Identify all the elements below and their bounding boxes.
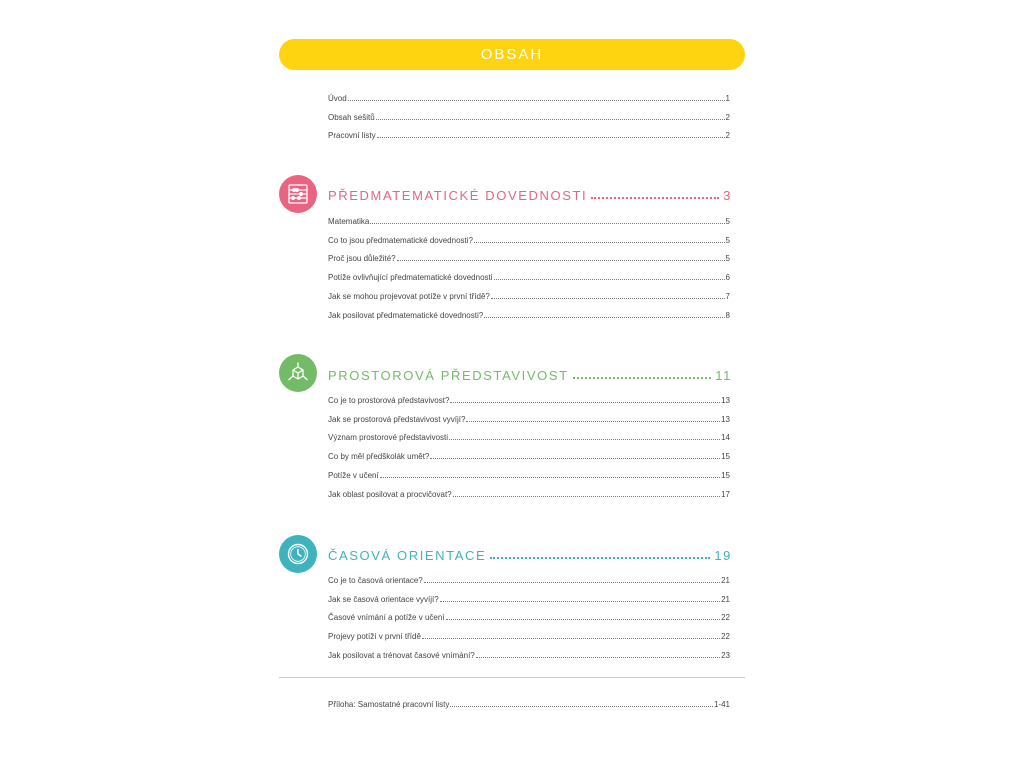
leader-dots xyxy=(491,297,725,299)
section-items xyxy=(328,566,730,660)
toc-entry[interactable] xyxy=(328,226,730,245)
toc-entry[interactable] xyxy=(328,566,730,585)
leader-dots xyxy=(490,557,710,559)
toc-entry[interactable] xyxy=(328,442,730,461)
toc-entry-page: 22 xyxy=(721,632,730,642)
toc-entry[interactable] xyxy=(328,585,730,604)
toc-entry[interactable] xyxy=(328,604,730,623)
toc-entry[interactable] xyxy=(328,480,730,499)
toc-entry-page: 23 xyxy=(721,650,730,660)
toc-entry-label: Význam prostorové představivosti xyxy=(328,433,449,443)
leader-dots xyxy=(450,705,713,707)
toc-entry-page: 14 xyxy=(721,433,730,443)
toc-entry-label: Jak posilovat a trénovat časové vnímání? xyxy=(328,650,475,660)
leader-dots xyxy=(430,457,720,459)
section-page: 3 xyxy=(723,188,732,203)
leader-dots xyxy=(370,222,724,224)
toc-entry[interactable] xyxy=(328,282,730,301)
toc-entry-page: 2 xyxy=(725,112,730,122)
toc-entry-label: Co by měl předškolák umět? xyxy=(328,452,430,462)
toc-entry[interactable] xyxy=(328,122,730,141)
toc-entry[interactable] xyxy=(328,424,730,443)
leader-dots xyxy=(348,99,725,101)
toc-entry-label: Pracovní listy xyxy=(328,131,376,141)
intro-list xyxy=(328,84,730,140)
toc-entry-page: 1 xyxy=(725,93,730,103)
toc-entry-label: Proč jsou důležité? xyxy=(328,254,396,264)
leader-dots xyxy=(476,656,720,658)
cube-icon xyxy=(279,354,317,392)
section-title: PROSTOROVÁ PŘEDSTAVIVOST xyxy=(328,368,569,383)
leader-dots xyxy=(446,618,721,620)
leader-dots xyxy=(376,118,725,120)
section-title: ČASOVÁ ORIENTACE xyxy=(328,548,487,563)
leader-dots xyxy=(573,377,712,379)
toc-entry-label: Co je to prostorová představivost? xyxy=(328,395,450,405)
toc-entry-label: Co je to časová orientace? xyxy=(328,575,423,585)
abacus-icon xyxy=(279,175,317,213)
page-title: OBSAH xyxy=(480,46,544,63)
toc-entry-label: Potíže v učení xyxy=(328,470,379,480)
toc-entry[interactable] xyxy=(328,461,730,480)
toc-entry-page: 13 xyxy=(721,414,730,424)
clock-icon xyxy=(279,535,317,573)
toc-entry-page: 15 xyxy=(721,470,730,480)
toc-entry-appendix[interactable] xyxy=(328,690,730,709)
toc-entry-page: 5 xyxy=(725,216,730,226)
toc-entry[interactable] xyxy=(328,245,730,264)
toc-entry-label: Jak se prostorová představivost vyvíjí? xyxy=(328,414,466,424)
toc-entry[interactable] xyxy=(328,84,730,103)
contents-title-banner xyxy=(279,39,745,70)
section-page: 19 xyxy=(714,548,732,563)
section-page: 11 xyxy=(715,368,732,383)
toc-entry-page: 13 xyxy=(721,395,730,405)
toc-entry[interactable] xyxy=(328,622,730,641)
leader-dots xyxy=(484,316,724,318)
toc-entry-label: Jak se mohou projevovat potíže v první třídě? xyxy=(328,291,490,301)
toc-entry[interactable] xyxy=(328,641,730,660)
toc-entry-page: 17 xyxy=(721,489,730,499)
leader-dots xyxy=(591,197,719,199)
section-items xyxy=(328,207,730,320)
toc-entry[interactable] xyxy=(328,386,730,405)
toc-entry[interactable] xyxy=(328,405,730,424)
toc-entry-label: Časové vnímání a potíže v učení xyxy=(328,613,445,623)
appendix-list xyxy=(328,690,730,709)
toc-entry-page: 2 xyxy=(725,131,730,141)
divider-line xyxy=(279,677,745,678)
leader-dots xyxy=(422,637,720,639)
leader-dots xyxy=(466,420,720,422)
leader-dots xyxy=(380,476,720,478)
toc-entry-label: Příloha: Samostatné pracovní listy xyxy=(328,699,450,709)
toc-entry-label: Projevy potíží v první třídě xyxy=(328,632,421,642)
section-items xyxy=(328,386,730,499)
toc-entry-label: Jak oblast posilovat a procvičovat? xyxy=(328,489,452,499)
toc-entry-page: 21 xyxy=(721,575,730,585)
toc-entry-label: Jak posilovat předmatematické dovednosti? xyxy=(328,310,484,320)
toc-entry-page: 5 xyxy=(725,254,730,264)
toc-entry-page: 22 xyxy=(721,613,730,623)
leader-dots xyxy=(377,136,725,138)
toc-entry-page: 15 xyxy=(721,452,730,462)
section-heading[interactable] xyxy=(328,543,732,563)
toc-entry-label: Obsah sešitů xyxy=(328,112,375,122)
toc-entry-page: 21 xyxy=(721,594,730,604)
toc-entry-label: Úvod xyxy=(328,93,347,103)
toc-entry-label: Co to jsou předmatematické dovednosti? xyxy=(328,235,473,245)
toc-entry-page: 7 xyxy=(725,291,730,301)
toc-entry-page: 1-41 xyxy=(713,699,730,709)
leader-dots xyxy=(449,438,720,440)
toc-entry-page: 8 xyxy=(725,310,730,320)
toc-entry[interactable] xyxy=(328,301,730,320)
leader-dots xyxy=(440,600,720,602)
section-title: PŘEDMATEMATICKÉ DOVEDNOSTI xyxy=(328,188,588,203)
toc-entry-label: Potíže ovlivňující předmatematické dovednosti xyxy=(328,273,493,283)
toc-entry-page: 5 xyxy=(725,235,730,245)
leader-dots xyxy=(397,259,725,261)
section-heading[interactable] xyxy=(328,183,732,203)
leader-dots xyxy=(474,241,725,243)
section-heading[interactable] xyxy=(328,363,732,383)
leader-dots xyxy=(494,278,725,280)
toc-entry[interactable] xyxy=(328,207,730,226)
toc-entry-label: Matematika xyxy=(328,216,370,226)
leader-dots xyxy=(450,401,720,403)
toc-entry-label: Jak se časová orientace vyvíjí? xyxy=(328,594,439,604)
toc-entry[interactable] xyxy=(328,103,730,122)
leader-dots xyxy=(453,495,720,497)
toc-entry-page: 6 xyxy=(725,273,730,283)
toc-entry[interactable] xyxy=(328,263,730,282)
leader-dots xyxy=(424,581,720,583)
